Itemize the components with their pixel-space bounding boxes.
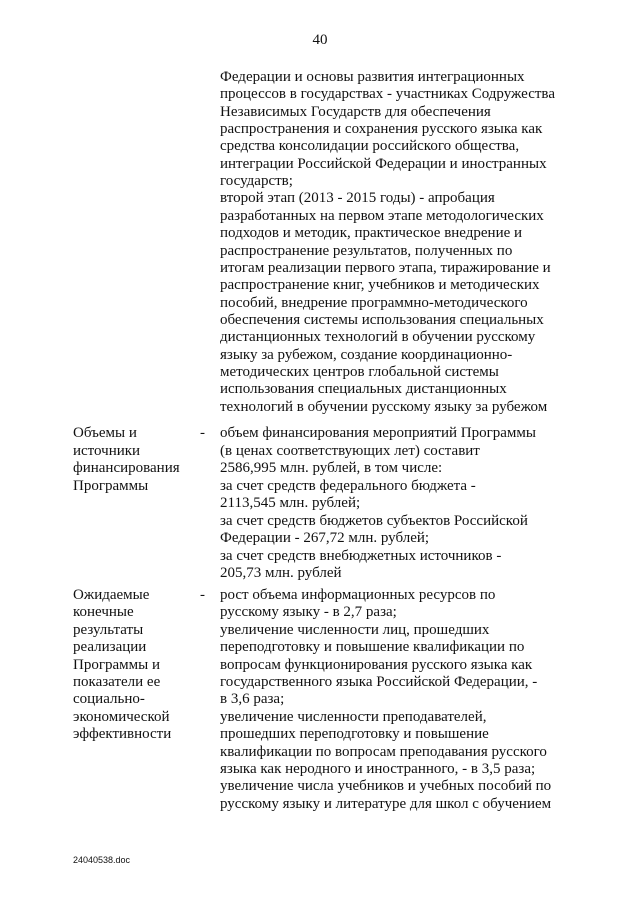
results-value-line: рост объема информационных ресурсов по	[220, 587, 496, 603]
results-value-line: увеличение численности преподавателей,	[220, 708, 487, 725]
results-value-line: русскому языку и литературе для школ с обучением	[220, 795, 552, 812]
results-value-line: увеличение числа учебников и учебных пособий по	[220, 778, 552, 795]
results-value-line: вопросам функционирования русского языка как	[220, 656, 533, 673]
results-label-line: экономической	[73, 708, 170, 725]
intro-line: распространения и сохранения русского языка как	[220, 121, 543, 138]
intro-line: распространение результатов, полученных по	[220, 242, 513, 259]
results-value-line: переподготовку и повышение квалификации по	[220, 639, 525, 656]
funding-value-line: объем финансирования мероприятий Программы	[220, 425, 536, 441]
intro-line: обеспечения системы использования специальных	[220, 311, 544, 328]
intro-line: подходов и методик, практическое внедрение и	[220, 225, 523, 242]
results-label-line: эффективности	[73, 726, 172, 743]
results-label-line: Программы и	[73, 656, 160, 673]
funding-dash: -	[200, 425, 205, 441]
intro-line: интеграции Российской Федерации и иностранных	[220, 155, 547, 172]
document-footer: 24040538.doc	[73, 855, 131, 865]
funding-label-line: источники	[73, 442, 141, 459]
intro-line: средства консолидации российского общества,	[220, 138, 520, 155]
intro-line: Федерации и основы развития интеграционных	[220, 69, 525, 85]
results-value-line: государственного языка Российской Федерации, -	[220, 674, 538, 690]
funding-value-line: 2586,995 млн. рублей, в том числе:	[220, 460, 443, 476]
funding-value-line: за счет средств бюджетов субъектов Российской	[220, 512, 528, 529]
results-label-line: показатели ее	[73, 674, 161, 690]
results-label-line: Ожидаемые	[73, 587, 150, 603]
results-value-line: прошедших переподготовку и повышение	[220, 726, 489, 743]
intro-line: распространение книг, учебников и методических	[220, 277, 540, 294]
funding-value-line: Федерации - 267,72 млн. рублей;	[220, 530, 430, 546]
intro-line: технологий в обучении русскому языку за рубежом	[220, 398, 548, 415]
intro-line: методических центров глобальной системы	[220, 363, 499, 380]
intro-line: дистанционных технологий в обучении русскому	[220, 329, 536, 346]
intro-line: разработанных на первом этапе методологических	[220, 207, 544, 224]
intro-line: Независимых Государств для обеспечения	[220, 103, 491, 120]
funding-value-line: 2113,545 млн. рублей;	[220, 495, 361, 511]
results-dash: -	[200, 587, 205, 603]
results-value-line: в 3,6 раза;	[220, 691, 285, 708]
funding-label-line: Объемы и	[73, 425, 137, 441]
funding-value-line: за счет средств федерального бюджета -	[220, 477, 476, 494]
results-label-line: результаты	[73, 621, 144, 638]
results-label-line: социально-	[73, 691, 145, 708]
page-number: 40	[312, 32, 328, 48]
funding-label-line: финансирования	[73, 460, 180, 476]
intro-line: процессов в государствах - участниках Содружества	[220, 86, 555, 103]
results-value-line: русскому языку - в 2,7 раза;	[220, 604, 397, 621]
results-label-line: реализации	[73, 639, 147, 656]
intro-line: пособий, внедрение программно-методического	[220, 294, 528, 311]
intro-line: государств;	[220, 173, 293, 190]
results-value-line: увеличение численности лиц, прошедших	[220, 621, 490, 638]
funding-label-line: Программы	[73, 477, 149, 494]
results-value-line: квалификации по вопросам преподавания русского	[220, 743, 547, 760]
funding-value-line: за счет средств внебюджетных источников -	[220, 547, 502, 564]
funding-value-line: 205,73 млн. рублей	[220, 565, 342, 581]
results-label-line: конечные	[73, 604, 134, 621]
funding-value-line: (в ценах соответствующих лет) составит	[220, 442, 480, 459]
intro-line: итогам реализации первого этапа, тиражирование и	[220, 259, 551, 276]
intro-line: языку за рубежом, создание координационно-	[220, 346, 513, 363]
results-value-line: языка как неродного и иностранного, - в 3,5 раза;	[220, 761, 536, 777]
intro-line: использования специальных дистанционных	[220, 381, 507, 398]
intro-line: второй этап (2013 - 2015 годы) - апробация	[220, 190, 495, 207]
